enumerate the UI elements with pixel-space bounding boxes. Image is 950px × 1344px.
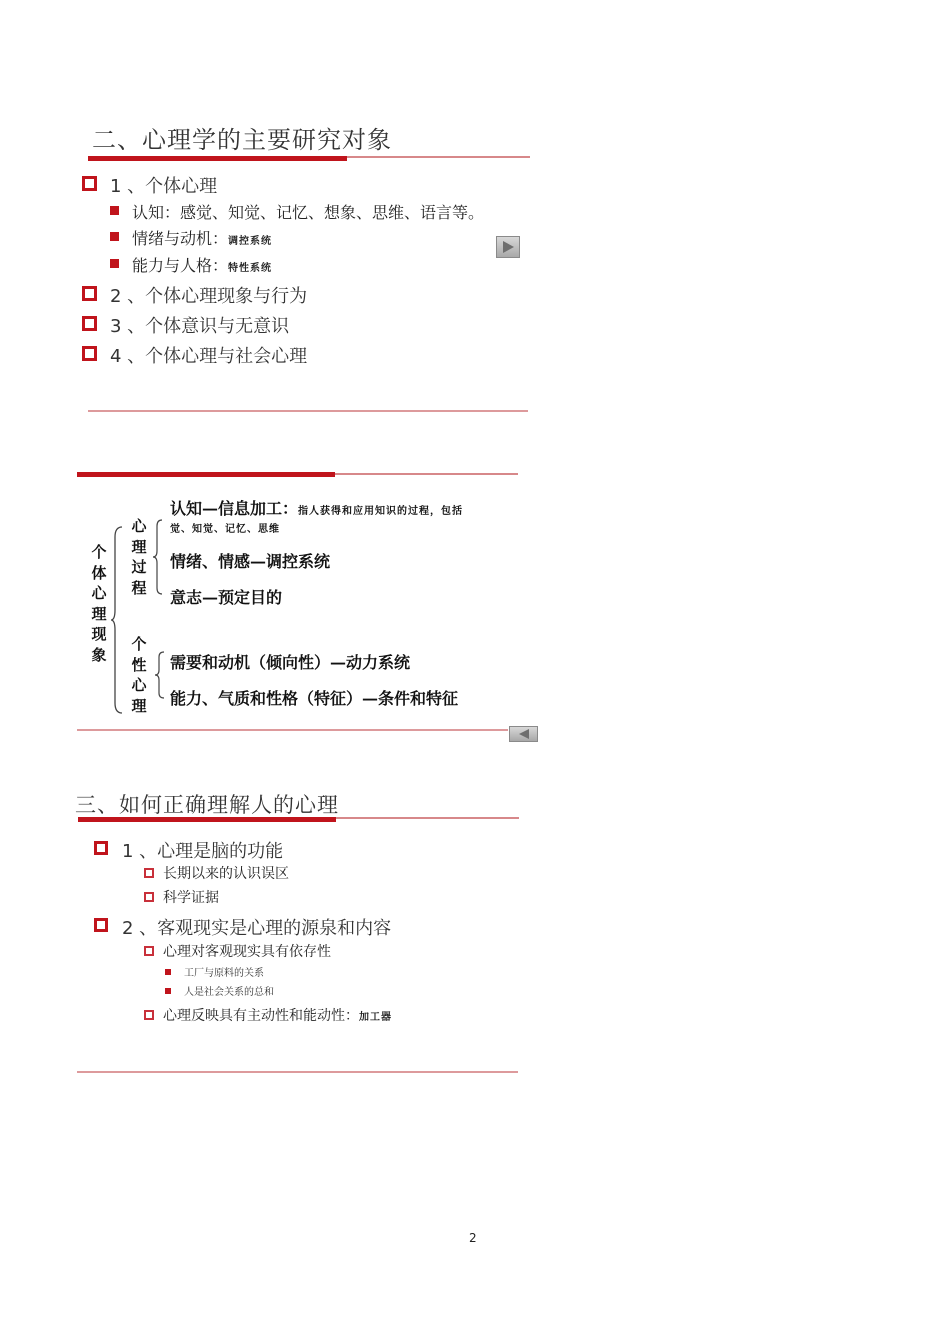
filled-square-bullet-icon (110, 206, 119, 215)
subitem-label: 能力与人格： (132, 256, 229, 275)
root-label: 个体心理现象 (91, 543, 107, 664)
slide-bottom-rule (77, 729, 508, 731)
list-item: 4 、个体心理与社会心理 (110, 346, 308, 367)
list-item: 1 、个体心理 (110, 176, 218, 197)
subitem-note: 特性系统 (228, 263, 273, 274)
back-left-icon (518, 729, 530, 739)
title-underline-accent (78, 817, 336, 822)
cognition-line (170, 496, 463, 519)
slide-bottom-rule (88, 410, 528, 412)
cognition-main: 认知—信息加工： (170, 499, 299, 518)
page-number: 2 (469, 1231, 477, 1245)
subitem-label: 情绪与动机： (132, 229, 229, 248)
small-square-bullet-icon (144, 868, 154, 878)
list-subitem (132, 253, 272, 276)
emotion-line: 情绪、情感—调控系统 (170, 552, 331, 571)
subitem-label: 心理反映具有主动性和能动性： (163, 1008, 359, 1024)
small-square-bullet-icon (144, 946, 154, 956)
group-label-personality: 个性心理 (131, 635, 147, 715)
previous-slide-button[interactable] (509, 726, 538, 742)
title-underline (336, 817, 519, 819)
hollow-square-bullet-icon (82, 176, 97, 191)
list-item: 1 、心理是脑的功能 (122, 841, 284, 862)
title-underline (347, 156, 530, 158)
next-slide-button[interactable] (496, 236, 520, 258)
cognition-desc-cont: 觉、知觉、记忆、思维 (170, 524, 280, 535)
list-item: 3 、个体意识与无意识 (110, 316, 290, 337)
subitem-note: 调控系统 (228, 236, 273, 247)
hollow-square-bullet-icon (82, 316, 97, 331)
ability-line: 能力、气质和性格（特征）—条件和特征 (170, 689, 459, 708)
small-square-bullet-icon (144, 1010, 154, 1020)
group-label-mental-process: 心理过程 (131, 517, 147, 597)
need-line: 需要和动机（倾向性）—动力系统 (170, 653, 411, 672)
slide-bottom-rule (77, 1071, 518, 1073)
list-subitem: 科学证据 (163, 890, 219, 906)
list-subitem (132, 226, 272, 249)
big-brace-icon (110, 525, 124, 715)
list-item: 2 、个体心理现象与行为 (110, 286, 308, 307)
list-subitem: 认知：感觉、知觉、记忆、想象、思维、语言等。 (132, 203, 485, 222)
list-point: 人是社会关系的总和 (184, 987, 274, 998)
slide-title: 三、如何正确理解人的心理 (75, 793, 339, 817)
hollow-square-bullet-icon (82, 286, 97, 301)
cognition-desc: 指人获得和应用知识的过程，包括 (298, 506, 464, 517)
list-point: 工厂与原料的关系 (184, 968, 264, 979)
play-right-icon (501, 240, 515, 254)
list-subitem: 心理对客观现实具有依存性 (163, 944, 331, 960)
list-subitem: 长期以来的认识误区 (163, 866, 289, 882)
slide-top-rule (335, 473, 518, 475)
brace-icon (152, 518, 164, 596)
list-subitem (163, 1005, 392, 1025)
brace-icon (154, 650, 166, 700)
slide-title: 二、心理学的主要研究对象 (92, 126, 392, 154)
filled-square-bullet-icon (110, 232, 119, 241)
hollow-square-bullet-icon (82, 346, 97, 361)
slide-top-accent-bar (77, 472, 335, 477)
list-item: 2 、客观现实是心理的源泉和内容 (122, 918, 392, 939)
subitem-note: 加工器 (359, 1012, 392, 1023)
hollow-square-bullet-icon (94, 841, 108, 855)
filled-square-bullet-icon (165, 988, 171, 994)
will-line: 意志—预定目的 (170, 588, 283, 607)
title-underline-accent (88, 156, 347, 161)
filled-square-bullet-icon (110, 259, 119, 268)
filled-square-bullet-icon (165, 969, 171, 975)
small-square-bullet-icon (144, 892, 154, 902)
hollow-square-bullet-icon (94, 918, 108, 932)
